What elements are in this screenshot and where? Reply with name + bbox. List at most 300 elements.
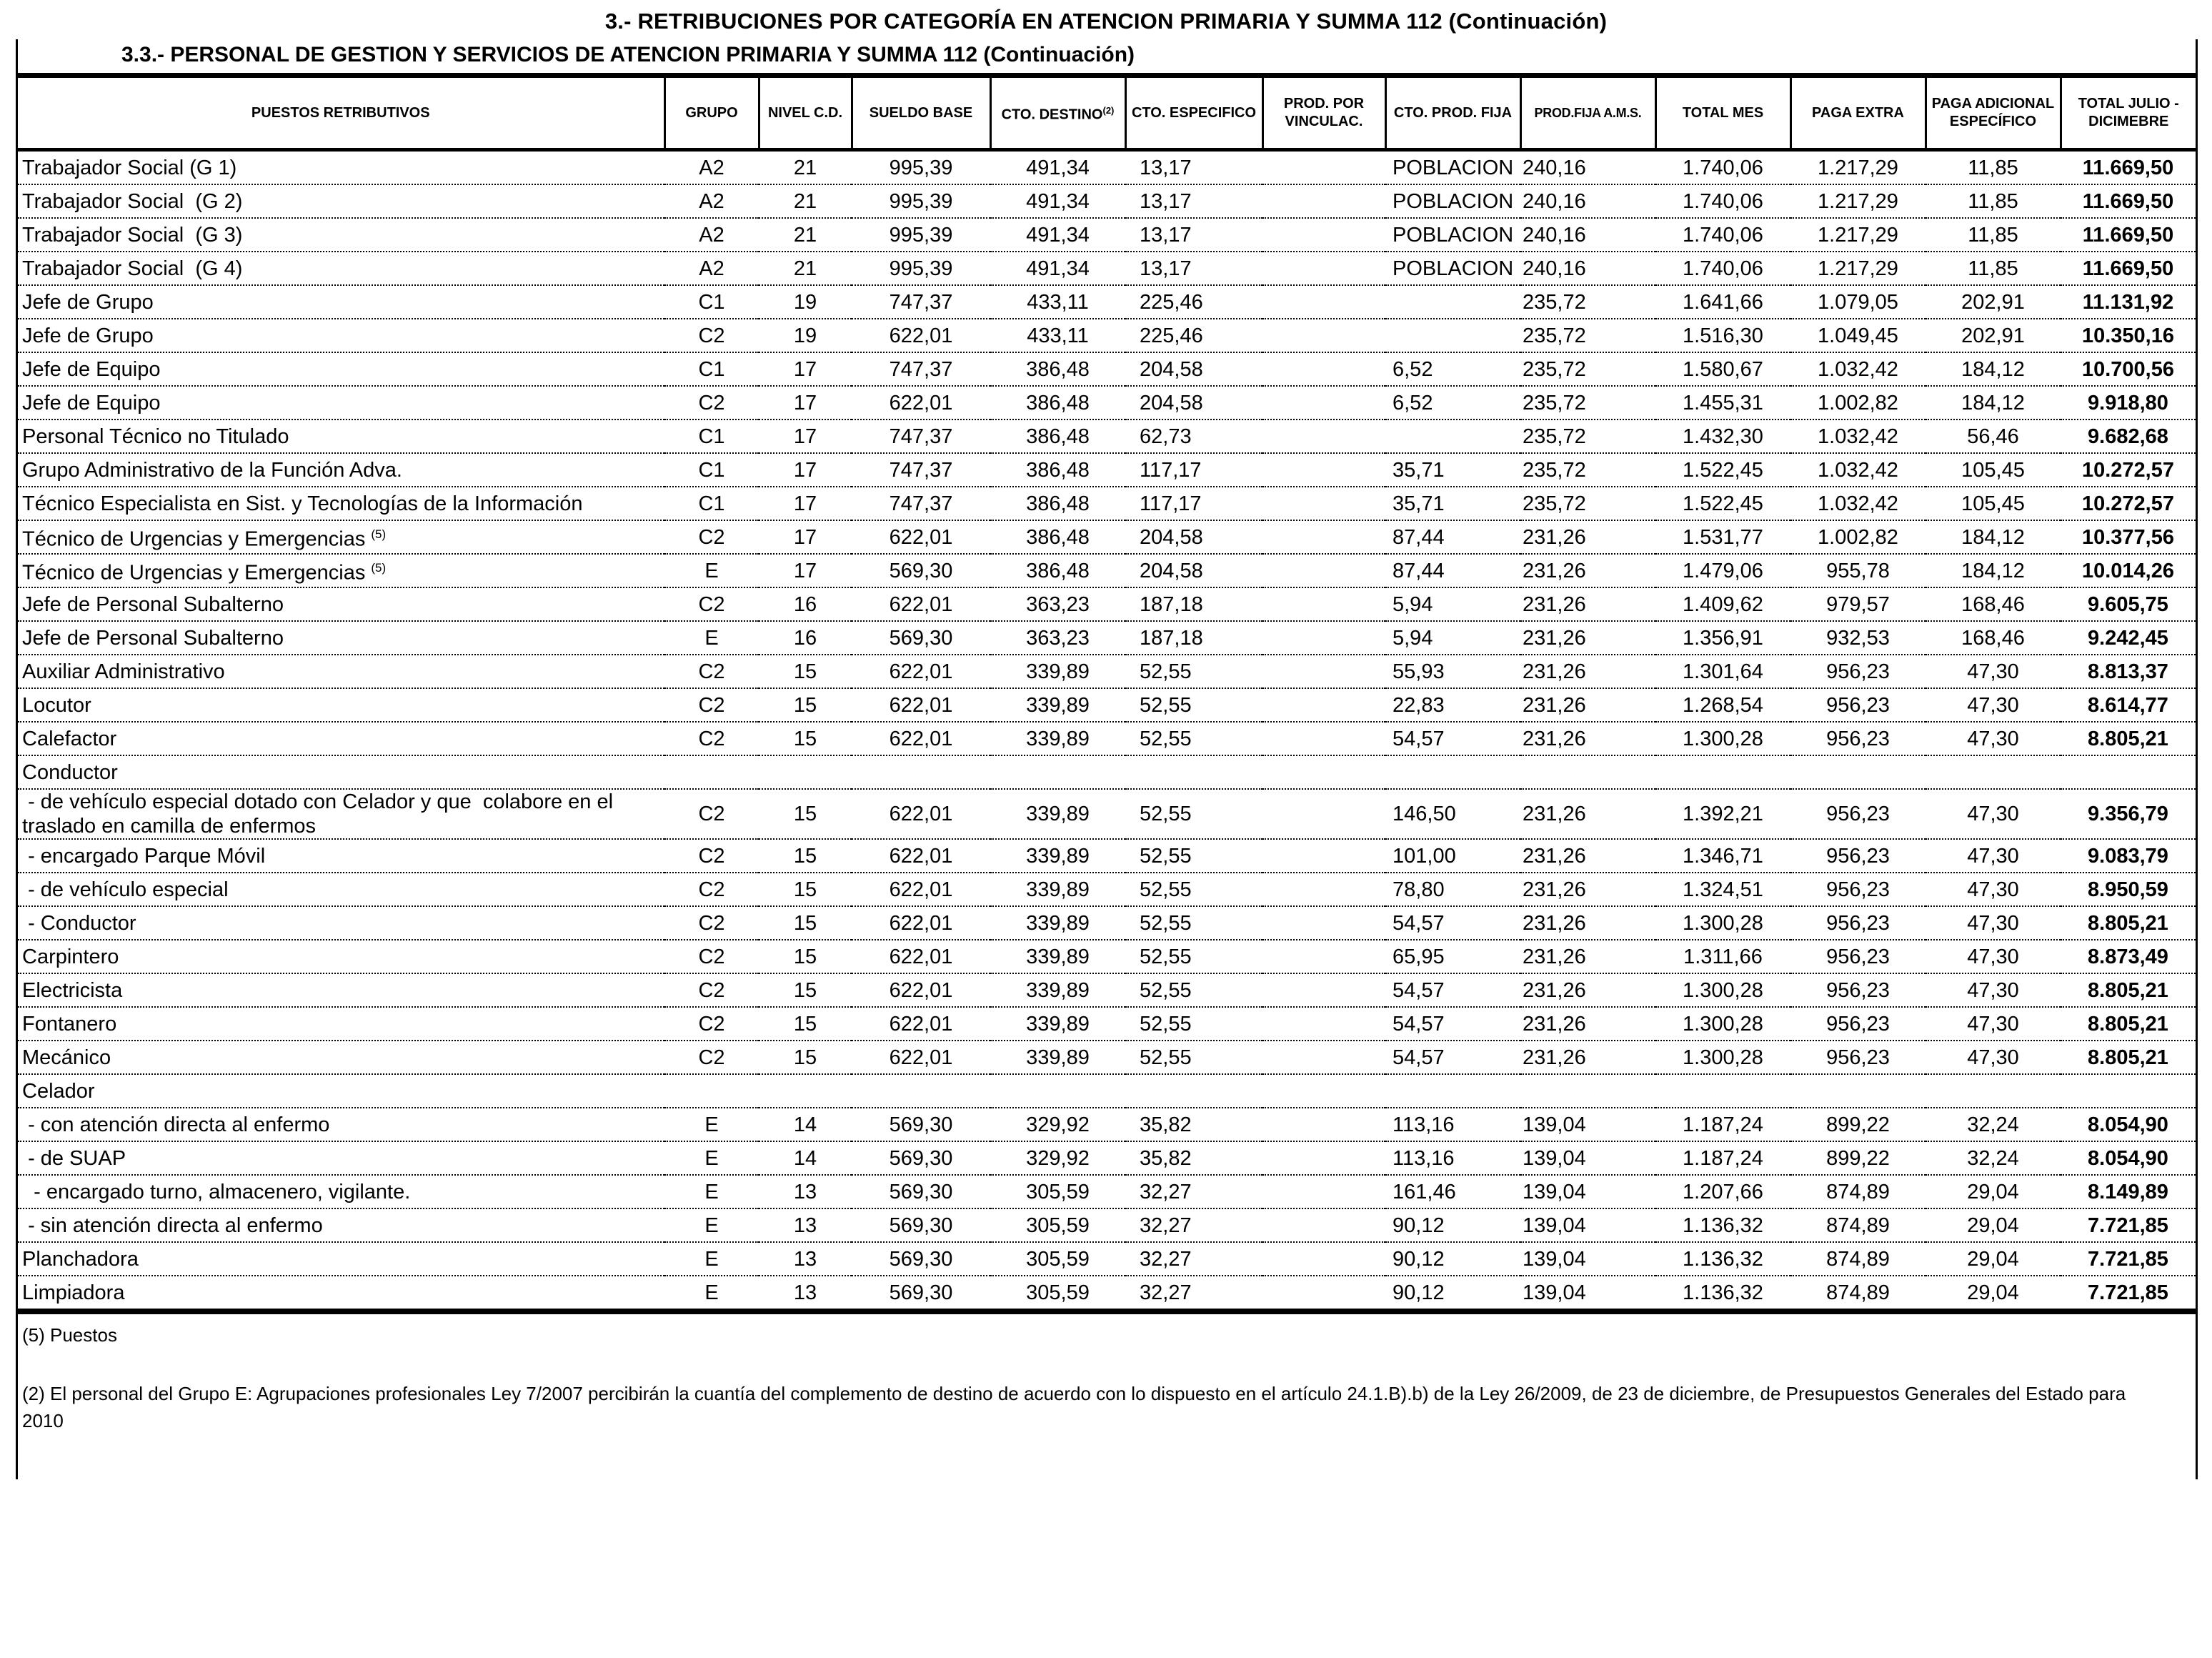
cell-vinculac [1262, 839, 1385, 873]
cell-especifico: 52,55 [1125, 655, 1262, 688]
cell-grupo: C2 [664, 873, 759, 906]
cell-grupo: C2 [664, 906, 759, 940]
cell-especifico: 13,17 [1125, 218, 1262, 252]
cell-extra: 874,89 [1790, 1242, 1925, 1276]
cell-destino: 386,48 [990, 352, 1125, 386]
cell-especifico: 225,46 [1125, 319, 1262, 352]
cell-sueldo: 995,39 [852, 184, 990, 218]
column-header-puesto: PUESTOS RETRIBUTIVOS [18, 76, 664, 150]
column-header-fija: CTO. PROD. FIJA [1385, 76, 1520, 150]
cell-sueldo: 747,37 [852, 453, 990, 487]
cell-mes: 1.300,28 [1655, 973, 1790, 1007]
cell-adicional: 32,24 [1925, 1108, 2061, 1141]
cell-destino: 339,89 [990, 688, 1125, 722]
cell-adicional: 47,30 [1925, 722, 2061, 755]
cell-adicional: 105,45 [1925, 487, 2061, 520]
cell-grupo: C2 [664, 520, 759, 554]
cell-fija: 6,52 [1385, 352, 1520, 386]
cell-ams: 231,26 [1520, 873, 1655, 906]
cell-grupo: C2 [664, 1041, 759, 1074]
cell-especifico: 35,82 [1125, 1141, 1262, 1175]
cell-mes: 1.392,21 [1655, 789, 1790, 839]
cell-destino: 339,89 [990, 1007, 1125, 1041]
cell-nivel: 17 [759, 420, 852, 453]
cell-fija [1385, 285, 1520, 319]
cell-sueldo: 995,39 [852, 218, 990, 252]
cell-ams: 240,16 [1520, 218, 1655, 252]
cell-grupo: C2 [664, 789, 759, 839]
cell-adicional: 168,46 [1925, 587, 2061, 621]
cell-extra: 899,22 [1790, 1141, 1925, 1175]
cell-nivel: 17 [759, 352, 852, 386]
cell-extra: 874,89 [1790, 1175, 1925, 1208]
cell-nivel: 13 [759, 1276, 852, 1311]
cell-vinculac [1262, 420, 1385, 453]
cell-fija: 5,94 [1385, 587, 1520, 621]
cell-nivel: 17 [759, 453, 852, 487]
cell-puesto: Jefe de Grupo [18, 285, 664, 319]
table-row [18, 587, 2196, 621]
cell-total: 8.950,59 [2061, 873, 2196, 906]
cell-grupo: A2 [664, 252, 759, 285]
cell-sueldo [852, 1074, 990, 1108]
cell-vinculac [1262, 487, 1385, 520]
cell-especifico: 13,17 [1140, 156, 1192, 179]
cell-mes: 1.346,71 [1655, 839, 1790, 873]
cell-ams: 231,26 [1520, 940, 1655, 973]
table-row [18, 973, 2196, 1007]
cell-especifico: 117,17 [1125, 453, 1262, 487]
cell-grupo: C1 [664, 352, 759, 386]
cell-especifico: 204,58 [1125, 554, 1262, 587]
cell-grupo: A2 [664, 218, 759, 252]
cell-vinculac [1262, 755, 1385, 789]
cell-especifico: 13,17 [1125, 252, 1262, 285]
cell-destino: 329,92 [990, 1108, 1125, 1141]
cell-ams: 235,72 [1520, 352, 1655, 386]
cell-sueldo [852, 755, 990, 789]
cell-total: 10.014,26 [2061, 554, 2196, 587]
cell-puesto: - encargado turno, almacenero, vigilante. [18, 1175, 664, 1208]
cell-total: 11.669,50 [2061, 184, 2196, 218]
cell-especifico: 117,17 [1125, 487, 1262, 520]
cell-puesto: Trabajador Social (G 4) [18, 252, 664, 285]
cell-puesto: - de vehículo especial dotado con Celador y que colabore en el traslado en camilla de enfermos [18, 789, 664, 839]
cell-ams: 235,72 [1520, 453, 1655, 487]
content-frame [16, 39, 2198, 1479]
cell-nivel: 14 [759, 1141, 852, 1175]
cell-fija: 87,44 [1385, 554, 1520, 587]
cell-puesto: Personal Técnico no Titulado [18, 420, 664, 453]
cell-mes: 1.311,66 [1655, 940, 1790, 973]
table-header-row [18, 76, 2196, 150]
cell-destino: 339,89 [990, 789, 1125, 839]
cell-fija: POBLACION [1385, 218, 1520, 252]
cell-sueldo: 569,30 [852, 1242, 990, 1276]
cell-nivel: 17 [759, 520, 852, 554]
cell-nivel: 13 [759, 1242, 852, 1276]
cell-especifico: 32,27 [1125, 1208, 1262, 1242]
cell-total: 9.242,45 [2061, 621, 2196, 655]
cell-sueldo: 569,30 [852, 1141, 990, 1175]
cell-mes: 1.324,51 [1655, 873, 1790, 906]
column-header-total: TOTAL JULIO - DICIMEBRE [2061, 76, 2196, 150]
cell-mes: 1.740,06 [1655, 218, 1790, 252]
cell-ams: 231,26 [1520, 554, 1655, 587]
cell-fija: 78,80 [1385, 873, 1520, 906]
cell-mes: 1.531,77 [1655, 520, 1790, 554]
cell-nivel: 21 [759, 252, 852, 285]
column-header-ams: PROD.FIJA A.M.S. [1520, 76, 1655, 150]
cell-ams: 235,72 [1520, 420, 1655, 453]
cell-total: 8.149,89 [2061, 1175, 2196, 1208]
cell-fija: 54,57 [1385, 906, 1520, 940]
cell-sueldo: 622,01 [852, 1007, 990, 1041]
cell-sueldo: 569,30 [852, 621, 990, 655]
cell-sueldo: 747,37 [852, 285, 990, 319]
cell-puesto: - de vehículo especial [18, 873, 664, 906]
cell-ams: 231,26 [1520, 587, 1655, 621]
cell-adicional: 184,12 [1925, 520, 2061, 554]
cell-fija: 5,94 [1385, 621, 1520, 655]
cell-adicional: 56,46 [1925, 420, 2061, 453]
cell-extra: 955,78 [1790, 554, 1925, 587]
cell-sueldo: 622,01 [852, 655, 990, 688]
table-row [18, 1208, 2196, 1242]
cell-destino: 305,59 [990, 1242, 1125, 1276]
cell-destino [990, 1074, 1125, 1108]
table-row [18, 1141, 2196, 1175]
cell-grupo: C2 [664, 655, 759, 688]
cell-puesto: Carpintero [18, 940, 664, 973]
cell-fija [1385, 420, 1520, 453]
cell-destino: 305,59 [990, 1175, 1125, 1208]
cell-fija: 54,57 [1385, 1041, 1520, 1074]
cell-mes: 1.432,30 [1655, 420, 1790, 453]
cell-destino: 386,48 [990, 386, 1125, 420]
cell-fija: 113,16 [1385, 1141, 1520, 1175]
cell-nivel: 13 [759, 1175, 852, 1208]
cell-fija: 90,12 [1385, 1276, 1520, 1311]
cell-destino: 339,89 [990, 839, 1125, 873]
cell-destino: 305,59 [990, 1208, 1125, 1242]
page-title: 3.- RETRIBUCIONES POR CATEGORÍA EN ATENCION PRIMARIA Y SUMMA 112 (Continuación) [604, 9, 1608, 34]
cell-destino: 386,48 [990, 453, 1125, 487]
cell-adicional: 184,12 [1925, 554, 2061, 587]
cell-extra: 956,23 [1790, 789, 1925, 839]
cell-especifico: 52,55 [1125, 940, 1262, 973]
cell-sueldo: 747,37 [852, 352, 990, 386]
section-row [18, 755, 2196, 789]
cell-vinculac [1262, 789, 1385, 839]
cell-mes: 1.268,54 [1655, 688, 1790, 722]
cell-destino: 339,89 [990, 940, 1125, 973]
cell-sueldo: 622,01 [852, 789, 990, 839]
cell-vinculac [1262, 973, 1385, 1007]
cell-nivel: 15 [759, 906, 852, 940]
cell-vinculac [1262, 386, 1385, 420]
cell-fija: 90,12 [1385, 1208, 1520, 1242]
cell-extra: 956,23 [1790, 973, 1925, 1007]
cell-sueldo: 622,01 [852, 940, 990, 973]
cell-vinculac [1262, 1041, 1385, 1074]
cell-adicional: 184,12 [1925, 386, 2061, 420]
cell-vinculac [1262, 150, 1385, 185]
cell-fija [1385, 755, 1520, 789]
cell-fija: 54,57 [1385, 722, 1520, 755]
cell-fija [1385, 1074, 1520, 1108]
cell-extra: 956,23 [1790, 722, 1925, 755]
cell-mes: 1.136,32 [1655, 1242, 1790, 1276]
cell-puesto: Jefe de Personal Subalterno [18, 587, 664, 621]
cell-mes: 1.455,31 [1655, 386, 1790, 420]
cell-vinculac [1262, 688, 1385, 722]
cell-fija: 90,12 [1385, 1242, 1520, 1276]
cell-total: 11.669,50 [2061, 252, 2196, 285]
cell-vinculac [1262, 1108, 1385, 1141]
cell-destino: 491,34 [990, 218, 1125, 252]
cell-ams: 231,26 [1520, 839, 1655, 873]
cell-nivel: 16 [759, 621, 852, 655]
cell-sueldo: 622,01 [852, 873, 990, 906]
cell-grupo: C1 [664, 487, 759, 520]
cell-grupo: E [664, 1175, 759, 1208]
cell-extra: 932,53 [1790, 621, 1925, 655]
cell-especifico: 62,73 [1125, 420, 1262, 453]
cell-destino: 339,89 [990, 655, 1125, 688]
cell-puesto: Trabajador Social (G 3) [18, 218, 664, 252]
cell-vinculac [1262, 285, 1385, 319]
cell-mes: 1.479,06 [1655, 554, 1790, 587]
cell-extra: 956,23 [1790, 940, 1925, 973]
cell-adicional: 47,30 [1925, 873, 2061, 906]
cell-ams: 139,04 [1520, 1175, 1655, 1208]
table-row [18, 252, 2196, 285]
cell-adicional: 11,85 [1925, 218, 2061, 252]
cell-puesto: - de SUAP [18, 1141, 664, 1175]
column-header-grupo: GRUPO [664, 76, 759, 150]
cell-especifico: 13,17 [1125, 184, 1262, 218]
cell-total: 8.805,21 [2061, 1007, 2196, 1041]
cell-grupo: E [664, 554, 759, 587]
cell-extra: 1.217,29 [1790, 252, 1925, 285]
cell-destino: 339,89 [990, 873, 1125, 906]
cell-grupo: C2 [664, 688, 759, 722]
cell-extra: 1.217,29 [1790, 218, 1925, 252]
cell-destino: 339,89 [990, 973, 1125, 1007]
cell-fija: 54,57 [1385, 973, 1520, 1007]
footnote-5: (5) Puestos [22, 1324, 117, 1346]
cell-puesto: Trabajador Social (G 1) [22, 156, 237, 179]
cell-destino: 386,48 [990, 520, 1125, 554]
cell-adicional: 105,45 [1925, 453, 2061, 487]
cell-vinculac [1262, 621, 1385, 655]
cell-grupo: C2 [664, 940, 759, 973]
cell-extra: 1.002,82 [1790, 520, 1925, 554]
cell-sueldo: 622,01 [852, 520, 990, 554]
cell-grupo [664, 755, 759, 789]
cell-mes: 1.516,30 [1655, 319, 1790, 352]
cell-extra: 956,23 [1790, 1007, 1925, 1041]
cell-puesto: Jefe de Grupo [18, 319, 664, 352]
cell-adicional: 168,46 [1925, 621, 2061, 655]
cell-fija: 65,95 [1385, 940, 1520, 973]
cell-mes: 1.300,28 [1655, 1041, 1790, 1074]
table-row [18, 386, 2196, 420]
cell-especifico: 52,55 [1125, 789, 1262, 839]
cell-sueldo: 569,30 [852, 1276, 990, 1311]
cell-vinculac [1262, 1175, 1385, 1208]
cell-destino: 433,11 [990, 319, 1125, 352]
table-row [18, 319, 2196, 352]
cell-destino: 386,48 [990, 487, 1125, 520]
cell-grupo: A2 [664, 184, 759, 218]
cell-fija: 54,57 [1385, 1007, 1520, 1041]
cell-puesto: Planchadora [18, 1242, 664, 1276]
column-header-sueldo: SUELDO BASE [852, 76, 990, 150]
cell-puesto: Jefe de Equipo [18, 352, 664, 386]
cell-puesto: - sin atención directa al enfermo [18, 1208, 664, 1242]
cell-adicional [1925, 1074, 2061, 1108]
table-row [18, 906, 2196, 940]
cell-sueldo: 569,30 [852, 554, 990, 587]
cell-sueldo: 747,37 [852, 420, 990, 453]
cell-mes: 1.740,06 [1683, 156, 1763, 179]
cell-ams: 139,04 [1520, 1108, 1655, 1141]
cell-mes: 1.356,91 [1655, 621, 1790, 655]
cell-total: 8.614,77 [2061, 688, 2196, 722]
cell-sueldo: 622,01 [852, 386, 990, 420]
table-row [18, 940, 2196, 973]
cell-puesto: Técnico Especialista en Sist. y Tecnologías de la Información [18, 487, 664, 520]
cell-vinculac [1262, 587, 1385, 621]
cell-grupo: A2 [699, 156, 724, 179]
cell-ams: 231,26 [1520, 688, 1655, 722]
table-row [18, 722, 2196, 755]
cell-total: 10.350,16 [2061, 319, 2196, 352]
cell-total: 10.272,57 [2061, 453, 2196, 487]
section-subtitle: 3.3.- PERSONAL DE GESTION Y SERVICIOS DE ATENCION PRIMARIA Y SUMMA 112 (Continuación) [121, 43, 1135, 66]
cell-total: 7.721,85 [2061, 1276, 2196, 1311]
cell-extra: 874,89 [1790, 1276, 1925, 1311]
cell-sueldo: 569,30 [852, 1175, 990, 1208]
cell-adicional: 202,91 [1925, 319, 2061, 352]
cell-especifico: 32,27 [1125, 1276, 1262, 1311]
cell-extra: 1.217,29 [1818, 156, 1898, 179]
cell-mes: 1.136,32 [1655, 1276, 1790, 1311]
cell-destino: 491,34 [1026, 156, 1090, 179]
cell-nivel: 15 [759, 873, 852, 906]
column-header-especifico: CTO. ESPECIFICO [1125, 76, 1262, 150]
cell-total: 8.873,49 [2061, 940, 2196, 973]
cell-total: 10.377,56 [2061, 520, 2196, 554]
cell-mes: 1.522,45 [1655, 453, 1790, 487]
cell-ams: 231,26 [1520, 906, 1655, 940]
cell-nivel: 15 [759, 839, 852, 873]
cell-puesto: Auxiliar Administrativo [18, 655, 664, 688]
cell-mes: 1.641,66 [1655, 285, 1790, 319]
cell-sueldo: 622,01 [852, 688, 990, 722]
cell-especifico: 187,18 [1125, 621, 1262, 655]
cell-puesto: Mecánico [18, 1041, 664, 1074]
cell-especifico: 52,55 [1125, 1007, 1262, 1041]
cell-ams: 231,26 [1520, 621, 1655, 655]
cell-mes: 1.300,28 [1655, 906, 1790, 940]
cell-adicional: 47,30 [1925, 940, 2061, 973]
cell-total: 8.054,90 [2061, 1108, 2196, 1141]
cell-grupo: C2 [664, 386, 759, 420]
cell-adicional: 29,04 [1925, 1208, 2061, 1242]
table-row [18, 655, 2196, 688]
table-row [18, 420, 2196, 453]
cell-ams: 235,72 [1520, 319, 1655, 352]
table-row [18, 1242, 2196, 1276]
cell-nivel: 17 [759, 554, 852, 587]
cell-vinculac [1262, 722, 1385, 755]
cell-nivel: 21 [793, 156, 817, 179]
cell-extra: 874,89 [1790, 1208, 1925, 1242]
table-row [18, 1007, 2196, 1041]
cell-puesto: Fontanero [18, 1007, 664, 1041]
cell-total: 9.918,80 [2061, 386, 2196, 420]
cell-vinculac [1262, 1208, 1385, 1242]
cell-ams [1520, 755, 1655, 789]
cell-sueldo: 569,30 [852, 1108, 990, 1141]
cell-vinculac [1262, 184, 1385, 218]
cell-ams: 231,26 [1520, 520, 1655, 554]
cell-sueldo: 995,39 [852, 252, 990, 285]
cell-extra: 956,23 [1790, 688, 1925, 722]
cell-grupo: E [664, 621, 759, 655]
cell-puesto: Conductor [18, 755, 664, 789]
cell-ams: 139,04 [1520, 1141, 1655, 1175]
table-row [18, 1108, 2196, 1141]
cell-destino [990, 755, 1125, 789]
cell-destino: 386,48 [990, 420, 1125, 453]
cell-nivel: 17 [759, 386, 852, 420]
cell-ams: 235,72 [1520, 285, 1655, 319]
cell-fija: 35,71 [1385, 453, 1520, 487]
cell-total [2061, 1074, 2196, 1108]
cell-adicional: 47,30 [1925, 973, 2061, 1007]
cell-nivel: 16 [759, 587, 852, 621]
cell-grupo: C2 [664, 722, 759, 755]
cell-vinculac [1262, 1007, 1385, 1041]
cell-vinculac [1262, 252, 1385, 285]
cell-vinculac [1262, 940, 1385, 973]
cell-especifico: 52,55 [1125, 688, 1262, 722]
cell-vinculac [1262, 1074, 1385, 1108]
cell-puesto: Limpiadora [18, 1276, 664, 1311]
cell-nivel: 19 [759, 285, 852, 319]
cell-fija: POBLACION [1393, 156, 1514, 179]
cell-extra [1790, 1074, 1925, 1108]
cell-total: 8.805,21 [2061, 1041, 2196, 1074]
cell-grupo: E [664, 1208, 759, 1242]
cell-grupo: C2 [664, 973, 759, 1007]
cell-total: 10.700,56 [2061, 352, 2196, 386]
cell-total: 9.356,79 [2061, 789, 2196, 839]
cell-sueldo: 622,01 [852, 319, 990, 352]
cell-puesto: Celador [18, 1074, 664, 1108]
cell-especifico: 52,55 [1125, 873, 1262, 906]
cell-sueldo: 622,01 [852, 587, 990, 621]
cell-extra: 956,23 [1790, 839, 1925, 873]
cell-mes: 1.300,28 [1655, 1007, 1790, 1041]
cell-puesto: Calefactor [18, 722, 664, 755]
cell-extra: 1.002,82 [1790, 386, 1925, 420]
column-header-adicional: PAGA ADICIONAL ESPECÍFICO [1925, 76, 2061, 150]
